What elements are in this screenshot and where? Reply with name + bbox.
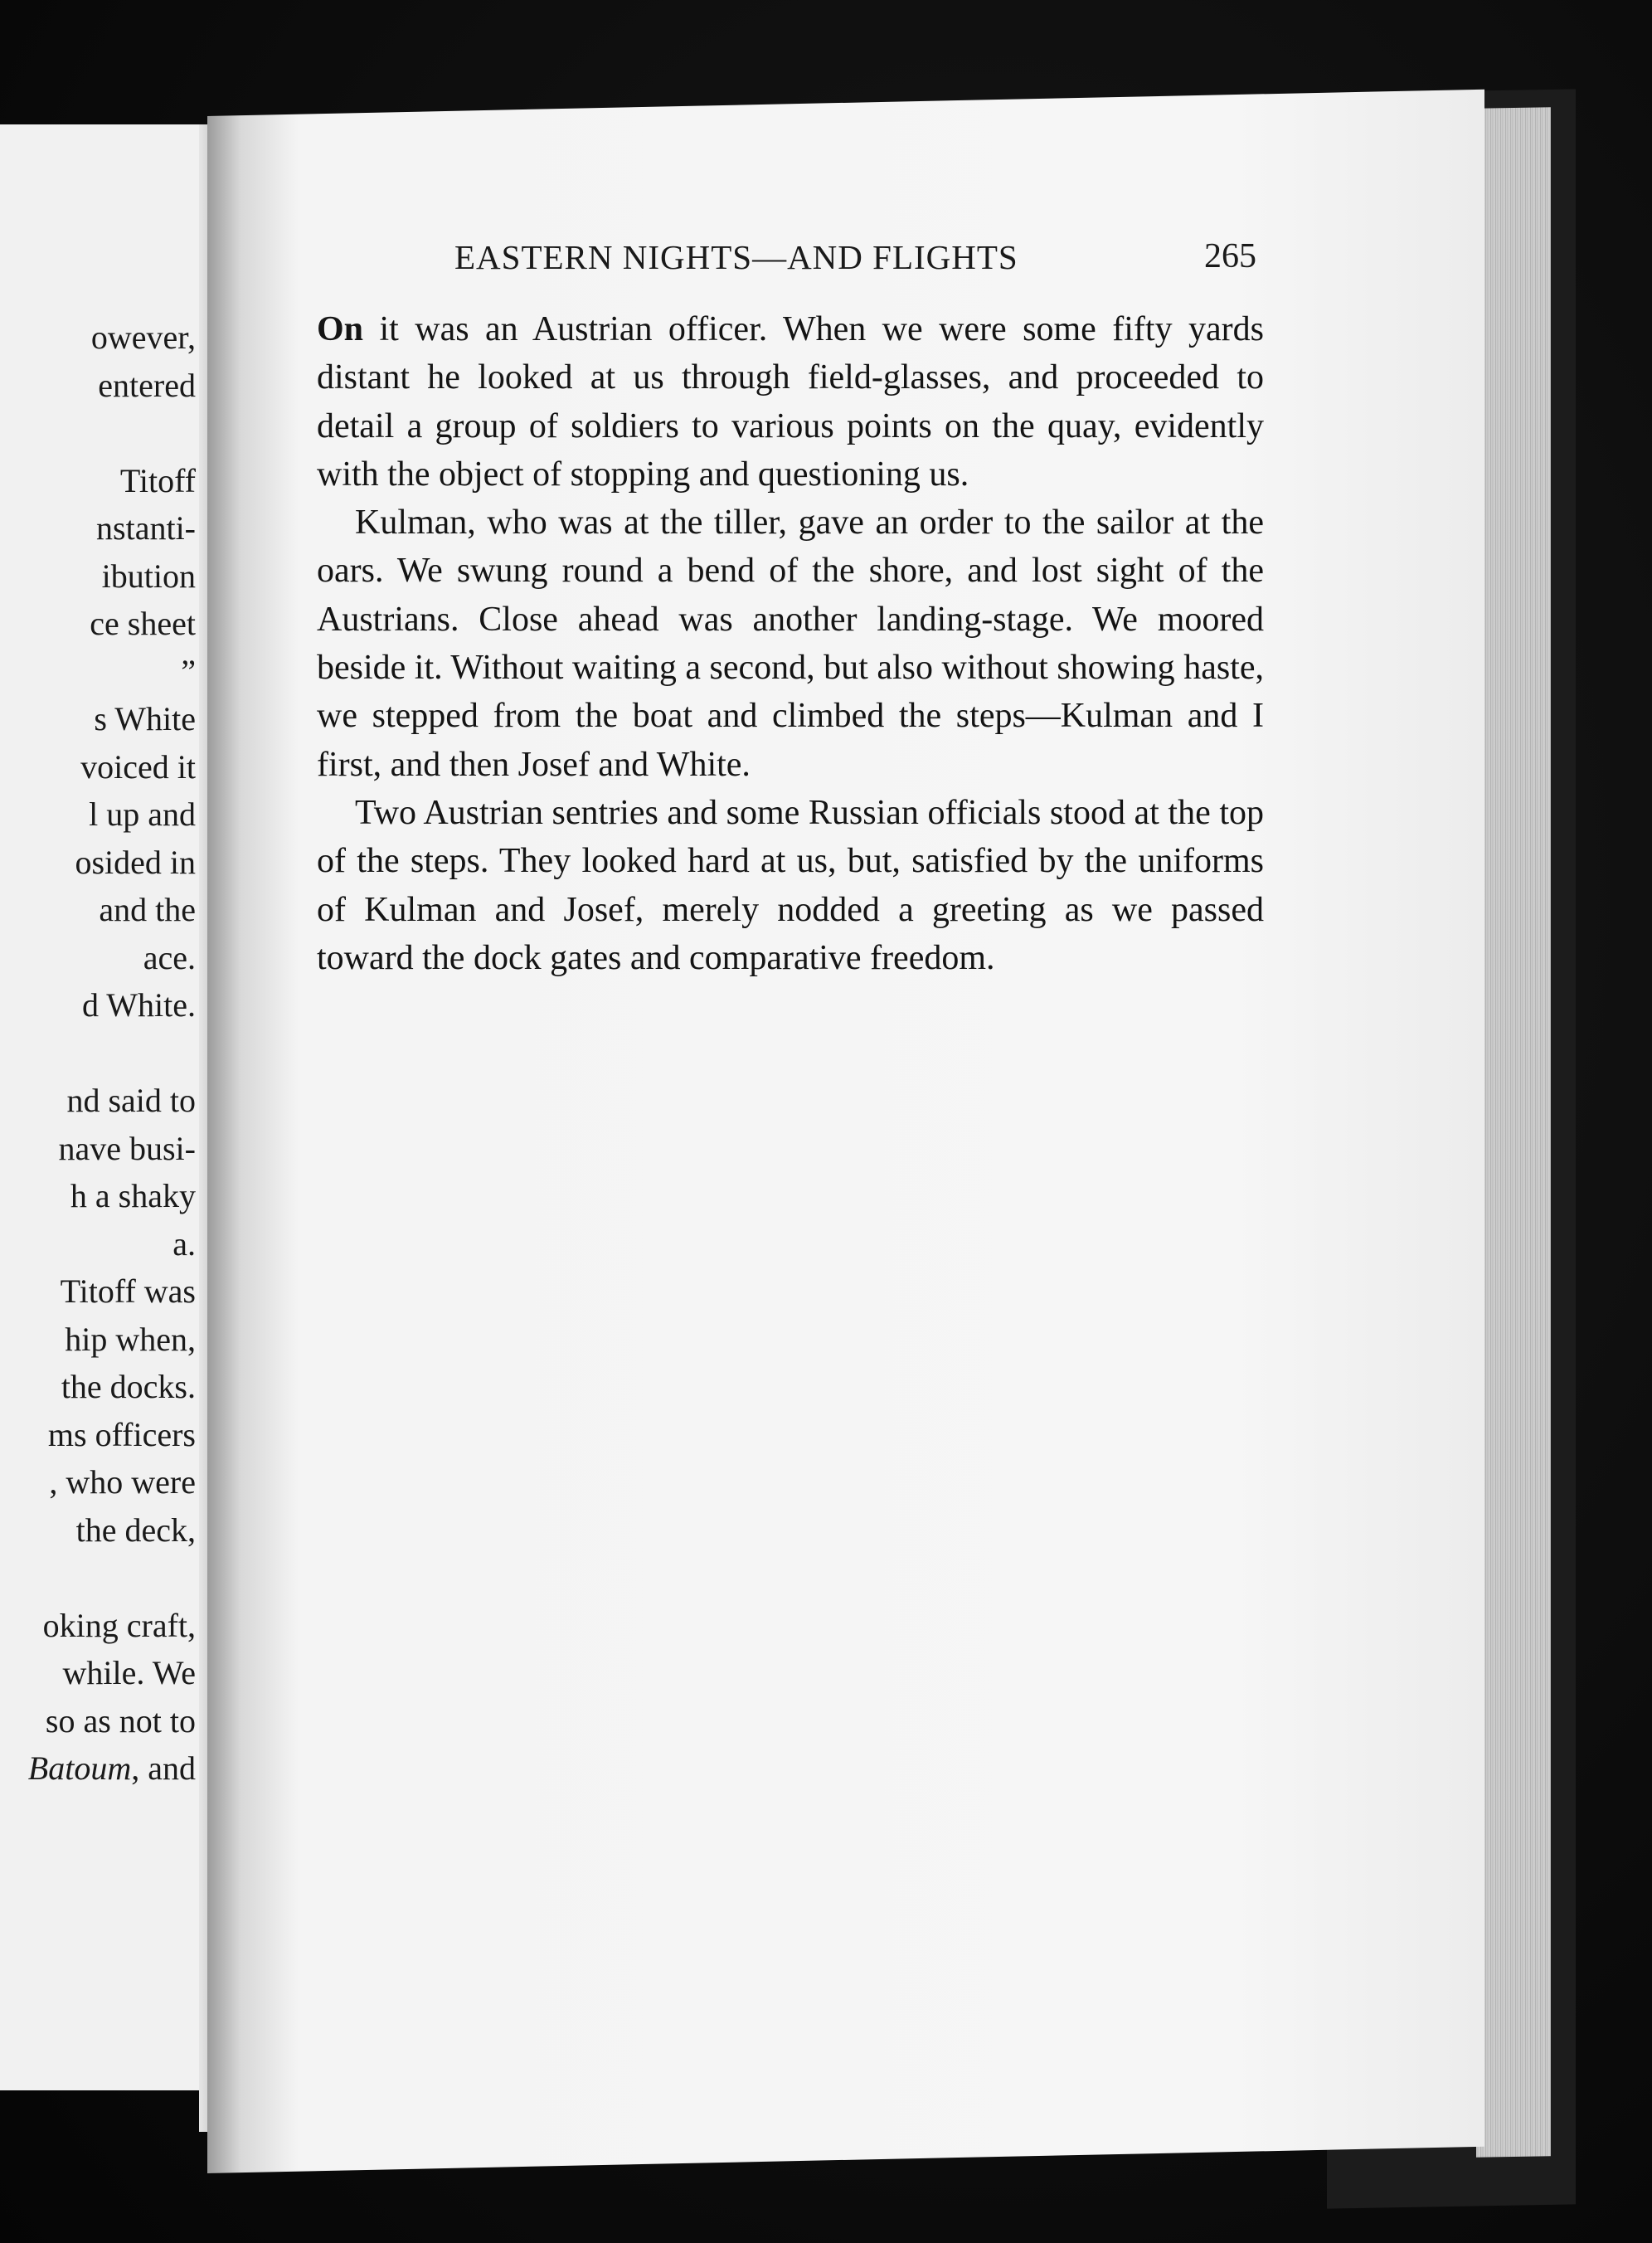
body-text bbox=[317, 305, 1264, 982]
paragraph: Two Austrian sentries and some Russian officials stood at the top of the steps. They looked hard at us, but, satisfied by the uniforms of Kulman and Josef, merely nodded a greeting as we passed toward the dock gates and comparative freedom. bbox=[317, 793, 1264, 977]
facing-page-line: h a shaky bbox=[70, 1177, 196, 1214]
facing-page-line: nd said to bbox=[66, 1082, 196, 1119]
facing-page-line: ms officers bbox=[47, 1415, 196, 1453]
facing-page-line: , who were bbox=[49, 1463, 196, 1501]
paragraph bbox=[317, 305, 1264, 499]
facing-page-line: while. We bbox=[62, 1654, 196, 1691]
facing-page-line: nave busi- bbox=[58, 1129, 196, 1167]
facing-page-line: and the bbox=[99, 891, 196, 928]
facing-page-line: Batoum, and bbox=[27, 1749, 196, 1787]
facing-page-line: ibution bbox=[101, 557, 196, 595]
facing-page-line: nstanti- bbox=[96, 509, 196, 547]
facing-page-line: l up and bbox=[89, 796, 196, 833]
facing-page-line: entered bbox=[98, 366, 196, 404]
facing-page-line: Titoff was bbox=[60, 1272, 196, 1310]
page-edges bbox=[1476, 107, 1551, 2158]
facing-page-line: ace. bbox=[143, 938, 196, 976]
facing-page-line bbox=[0, 409, 196, 457]
paragraph: Kulman, who was at the tiller, gave an order to the sailor at the oars. We swung round a bend of the shore, and lost sight of the Austrians. Close ahead was another landing-stage. We moored beside it. Without waiting a second, but also without showing haste, we stepped from the boat and climbed the steps—Kulman and I first, and then Josef and White. bbox=[317, 504, 1264, 784]
facing-page-line: a. bbox=[172, 1224, 196, 1263]
facing-page-line: the docks. bbox=[61, 1368, 196, 1405]
running-head: EASTERN NIGHTS—AND FLIGHTS bbox=[454, 238, 1018, 276]
facing-page-line: so as not to bbox=[45, 1701, 196, 1739]
facing-page-line: ce sheet bbox=[90, 605, 196, 642]
facing-page-text bbox=[0, 314, 196, 1793]
facing-page-line: s White bbox=[94, 700, 196, 737]
facing-page-line: the deck, bbox=[75, 1511, 196, 1549]
facing-page-line: voiced it bbox=[80, 747, 196, 786]
facing-page-line: hip when, bbox=[65, 1320, 196, 1358]
paragraph-text: it was an Austrian officer. When we were some fifty yards distant he looked at us through field-glasses, and proceeded to detail a group of soldiers to various points on the quay, evidently with the object of stopping and questioning us. bbox=[317, 310, 1264, 494]
facing-page-line bbox=[0, 1029, 196, 1078]
paragraph-lead: On bbox=[317, 310, 364, 348]
facing-page-line: d White. bbox=[81, 986, 196, 1024]
facing-page-line bbox=[0, 1554, 196, 1602]
facing-page-line: owever, bbox=[90, 319, 196, 356]
facing-page-line: Titoff bbox=[119, 461, 196, 499]
facing-page-line: osided in bbox=[75, 843, 196, 881]
page-number: 265 bbox=[1204, 237, 1256, 275]
facing-page-line: oking craft, bbox=[42, 1606, 196, 1644]
facing-page-line: ” bbox=[181, 652, 196, 690]
